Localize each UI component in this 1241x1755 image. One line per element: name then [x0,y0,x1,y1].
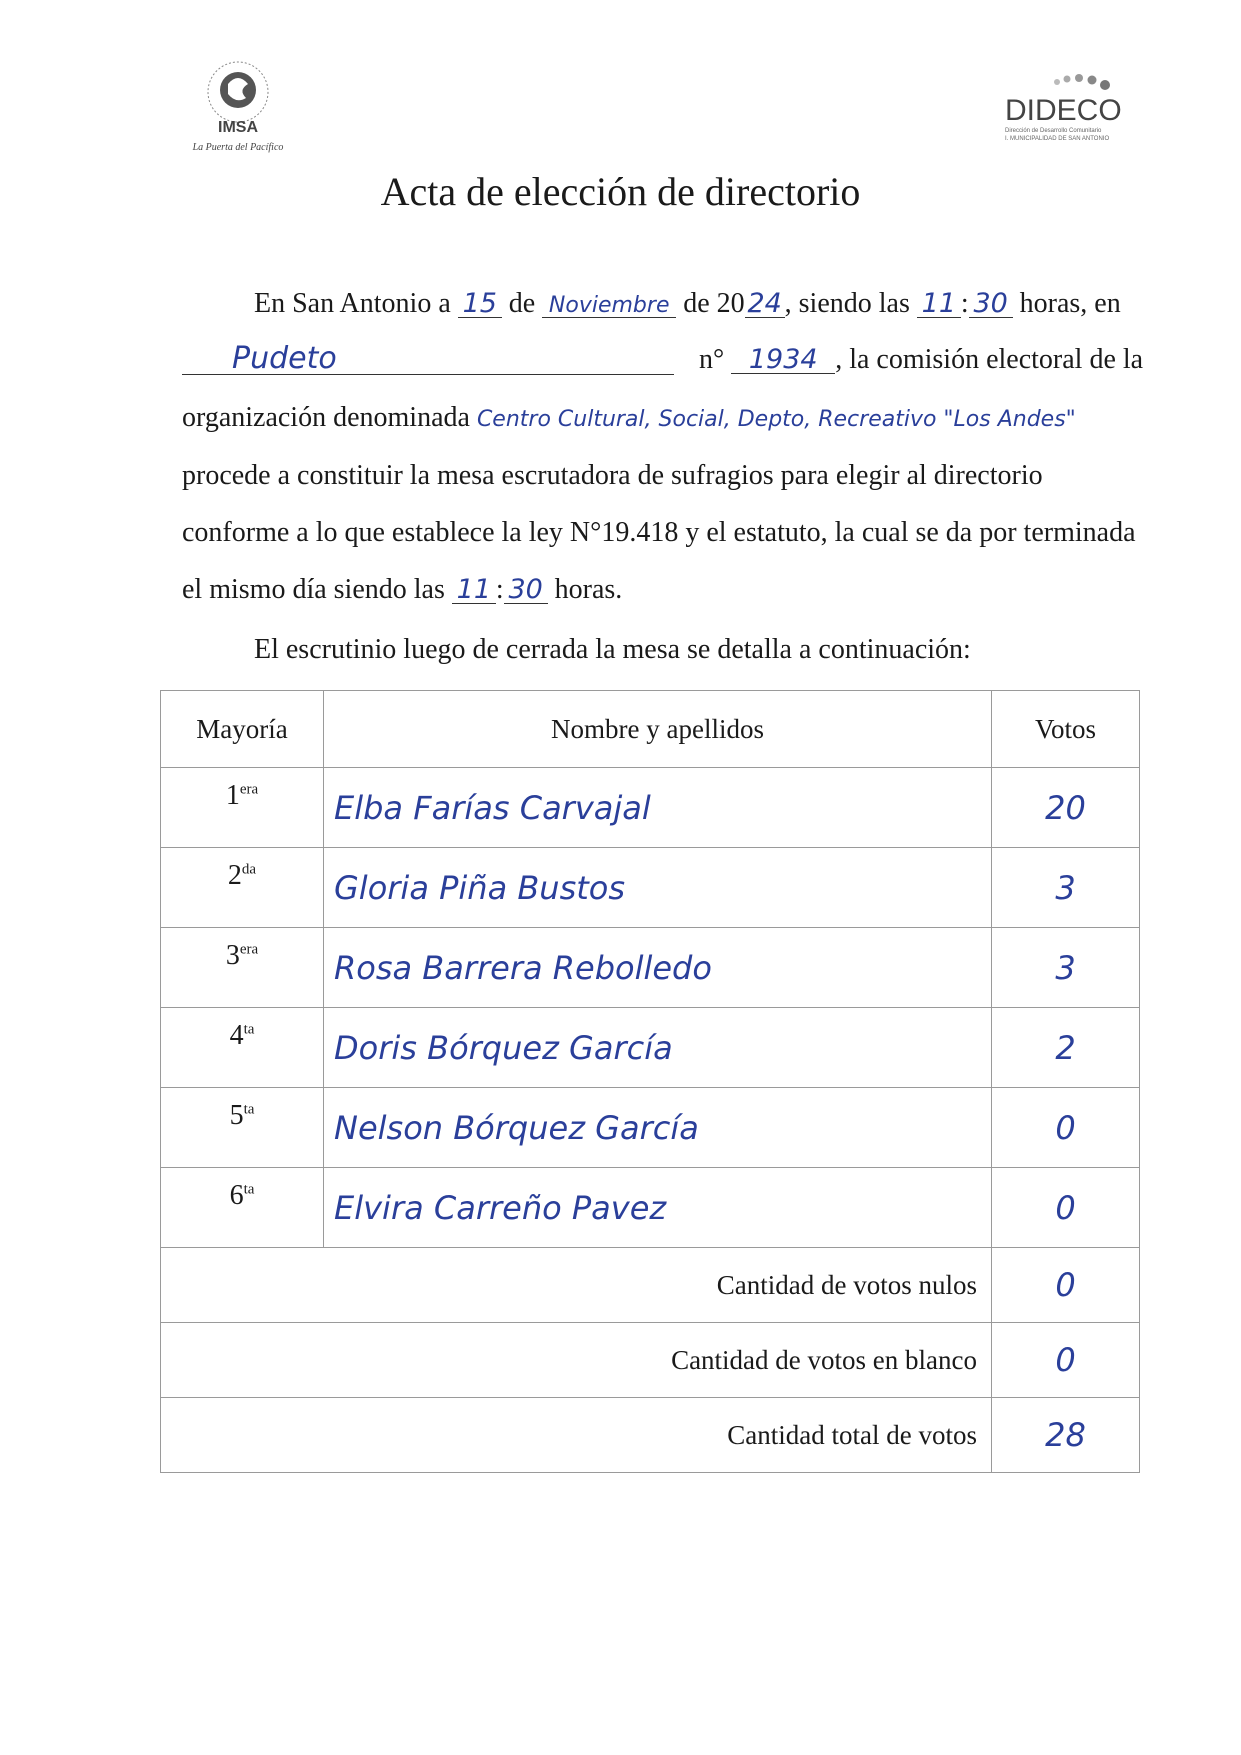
candidate-name: Rosa Barrera Rebolledo [324,928,992,1008]
nulos-value: 0 [992,1248,1140,1323]
imsa-brand: IMSA [218,119,258,136]
day-field: 15 [458,290,502,318]
document-title: Acta de elección de directorio [380,169,861,214]
rank-suffix: ta [243,1101,255,1118]
table-row [161,928,1140,1008]
table-row [161,1008,1140,1088]
table-row [161,1088,1140,1168]
candidate-name: Elba Farías Carvajal [324,768,992,848]
candidate-name: Elvira Carreño Pavez [324,1168,992,1248]
paragraph-line-7: El escrutinio luego de cerrada la mesa se detalla a continuación: [254,634,971,665]
text-segment: En San Antonio a [254,288,451,319]
blanco-row [161,1323,1140,1398]
text-segment: organización denominada [182,402,470,433]
candidate-votes: 3 [992,848,1140,928]
text-segment: de 20 [683,288,745,319]
candidate-votes: 2 [992,1008,1140,1088]
rank-cell [161,1168,324,1248]
candidate-votes: 3 [992,928,1140,1008]
blanco-value: 0 [992,1323,1140,1398]
header-mayoria: Mayoría [161,691,324,768]
text-segment: : [495,574,504,605]
rank-suffix: ta [243,1021,255,1038]
paragraph-line-4: procede a constituir la mesa escrutadora de sufragios para elegir al directorio [182,460,1043,491]
text-segment: el mismo día siendo las [182,574,445,605]
candidate-name: Gloria Piña Bustos [324,848,992,928]
rank-number: 5 [229,1100,244,1131]
start-hour-field: 11 [917,290,961,318]
rank-number: 2 [227,860,242,891]
end-minute-field: 30 [504,576,548,604]
paragraph-line-5: conforme a lo que establece la ley N°19.418 y el estatuto, la cual se da por terminada [182,517,1136,548]
candidate-votes: 0 [992,1168,1140,1248]
paragraph-line-2 [182,341,1144,376]
text-segment: , la comisión electoral de la [835,344,1144,375]
rank-cell [161,1088,324,1168]
total-value: 28 [992,1398,1140,1473]
candidate-votes: 0 [992,1088,1140,1168]
rank-suffix: era [239,781,259,798]
total-row [161,1398,1140,1473]
text-segment: n° [699,344,725,375]
nulos-row [161,1248,1140,1323]
paragraph-line-6 [182,574,622,606]
paragraph-line-3 [182,402,1076,434]
rank-number: 3 [225,940,240,971]
table-row [161,848,1140,928]
rank-suffix: ta [243,1181,255,1198]
rank-suffix: da [241,861,257,878]
results-table [160,690,1140,1473]
rank-cell [161,1008,324,1088]
rank-cell [161,848,324,928]
text-segment: : [960,288,969,319]
table-row [161,1168,1140,1248]
nulos-label: Cantidad de votos nulos [161,1248,992,1323]
start-minute-field: 30 [969,290,1013,318]
text-segment: horas. [554,574,623,605]
street-field: Pudeto [182,344,674,375]
text-segment: , siendo las [784,288,910,319]
dideco-subtitle-2: I. MUNICIPALIDAD DE SAN ANTONIO [1005,136,1110,142]
text-segment: de [508,288,536,319]
rank-cell [161,768,324,848]
blanco-label: Cantidad de votos en blanco [161,1323,992,1398]
dideco-subtitle-1: Dirección de Desarrollo Comunitario [1005,128,1102,134]
rank-number: 6 [229,1180,244,1211]
street-number-field: 1934 [731,346,835,374]
end-hour-field: 11 [452,576,496,604]
dideco-brand: DIDECO [1005,94,1122,127]
text-segment: horas, en [1019,288,1121,319]
paragraph-line-1 [182,288,1121,320]
rank-suffix: era [239,941,259,958]
rank-number: 1 [225,780,240,811]
candidate-name: Nelson Bórquez García [324,1088,992,1168]
table-header-row [161,691,1140,768]
organization-name-field: Centro Cultural, Social, Depto, Recreativo "Los Andes" [476,407,1076,432]
rank-cell [161,928,324,1008]
imsa-logo [180,50,330,160]
total-label: Cantidad total de votos [161,1398,992,1473]
dideco-logo [1005,70,1135,155]
imsa-tagline: La Puerta del Pacífico [192,142,284,153]
month-field: Noviembre [542,295,676,318]
year-field: 24 [745,290,785,318]
table-row [161,768,1140,848]
candidate-votes: 20 [992,768,1140,848]
rank-number: 4 [229,1020,244,1051]
header-nombre: Nombre y apellidos [324,691,992,768]
header-votos: Votos [992,691,1140,768]
candidate-name: Doris Bórquez García [324,1008,992,1088]
